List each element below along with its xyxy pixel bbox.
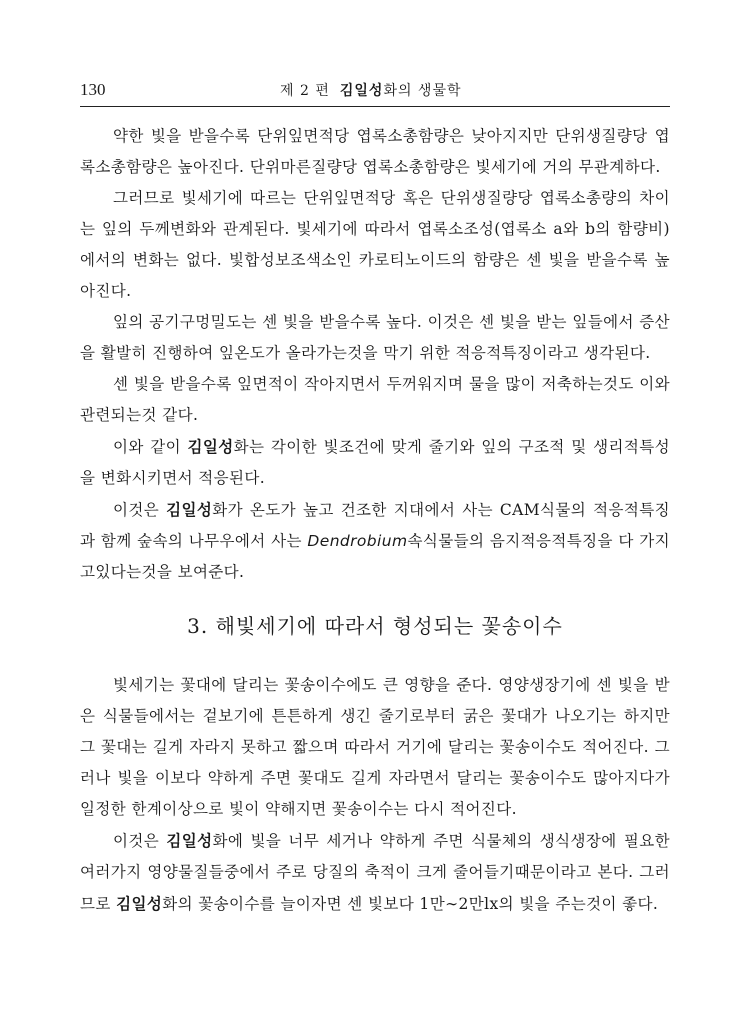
paragraph: 잎의 공기구멍밀도는 센 빛을 받을수록 높다. 이것은 센 빛을 받는 잎들에서 증산을 활발히 진행하여 잎온도가 올라가는것을 막기 위한 적응적특징이라고 생각된다.	[80, 313, 670, 362]
text-run: 화는 각이한 빛조건에 맞게 줄기와 잎의 구조적 및 생리적특성을 변화시키면서 적응된다.	[80, 438, 670, 487]
running-title-bold: 김일성	[339, 83, 384, 99]
paragraph	[80, 825, 670, 920]
paragraph	[80, 494, 670, 588]
running-title	[280, 80, 462, 100]
text-run: 속식물들의 음지적응적특징을 다 가지고있다는것을 보여준다.	[80, 532, 670, 581]
bold-name: 김일성	[116, 894, 163, 913]
body-text	[80, 121, 670, 920]
text-run: 이것은	[113, 501, 167, 519]
paragraph: 센 빛을 받을수록 잎면적이 작아지면서 두꺼워지며 물을 많이 저축하는것도 이와 관련되는것 같다.	[80, 375, 670, 424]
paragraph: 약한 빛을 받을수록 단위잎면적당 엽록소총함량은 낮아지지만 단위생질량당 엽록소총함량은 높아진다. 단위마른질량당 엽록소총함량은 빛세기에 거의 무관계하다.	[80, 127, 670, 176]
text-run: 이와 같이	[113, 438, 188, 456]
text-run: 화가 온도가 높고 건조한 지대에서 사는 CAM식물의 적응적특징과 함께 숲속의 나무우에서 사는	[80, 501, 670, 550]
scientific-name: Dendrobium	[307, 532, 408, 550]
part-label: 제 2 편	[280, 83, 330, 99]
bold-name: 김일성	[166, 831, 213, 850]
paragraph	[80, 431, 670, 494]
text-run: 이것은	[113, 832, 167, 850]
page-number: 130	[80, 80, 106, 99]
text-run: 화에 빛을 너무 세거나 약하게 주면 식물체의 생식생장에 필요한 여러가지 영양물질들중에서 주로 당질의 축적이 크게 줄어들기때문이라고 본다. 그러므로	[80, 832, 670, 913]
bold-name: 김일성	[187, 437, 234, 456]
text-run: 화의 꽃송이수를 늘이자면 센 빛보다 1만∼2만lx의 빛을 주는것이 좋다.	[162, 895, 659, 913]
running-title-rest: 화의 생물학	[383, 83, 462, 99]
document-page	[80, 80, 670, 920]
running-header	[80, 80, 670, 107]
bold-name: 김일성	[166, 500, 213, 519]
section-heading: 3. 해빛세기에 따라서 형성되는 꽃송이수	[187, 614, 563, 638]
paragraph: 빛세기는 꽃대에 달리는 꽃송이수에도 큰 영향을 준다. 영양생장기에 센 빛을 받은 식물들에서는 겉보기에 튼튼하게 생긴 줄기로부터 굵은 꽃대가 나오기는 하지만 그 꽃대는 길게 자라지 못하고 짧으며 따라서 거기에 달리는 꽃송이수도 적어진다. 그러나 빛을 이보다 약하게 주면 꽃대도 길게 자라면서 달리는 꽃송이수도 많아지다가 일정한 한계이상으로 빛이 약해지면 꽃송이수는 다시 적어진다.	[80, 676, 670, 818]
paragraph: 그러므로 빛세기에 따르는 단위잎면적당 혹은 단위생질량당 엽록소총량의 차이는 잎의 두께변화와 관계된다. 빛세기에 따라서 엽록소조성(엽록소 a와 b의 함량비)에서의 변화는 없다. 빛합성보조색소인 카로티노이드의 함량은 센 빛을 받을수록 높아진다.	[80, 189, 670, 300]
